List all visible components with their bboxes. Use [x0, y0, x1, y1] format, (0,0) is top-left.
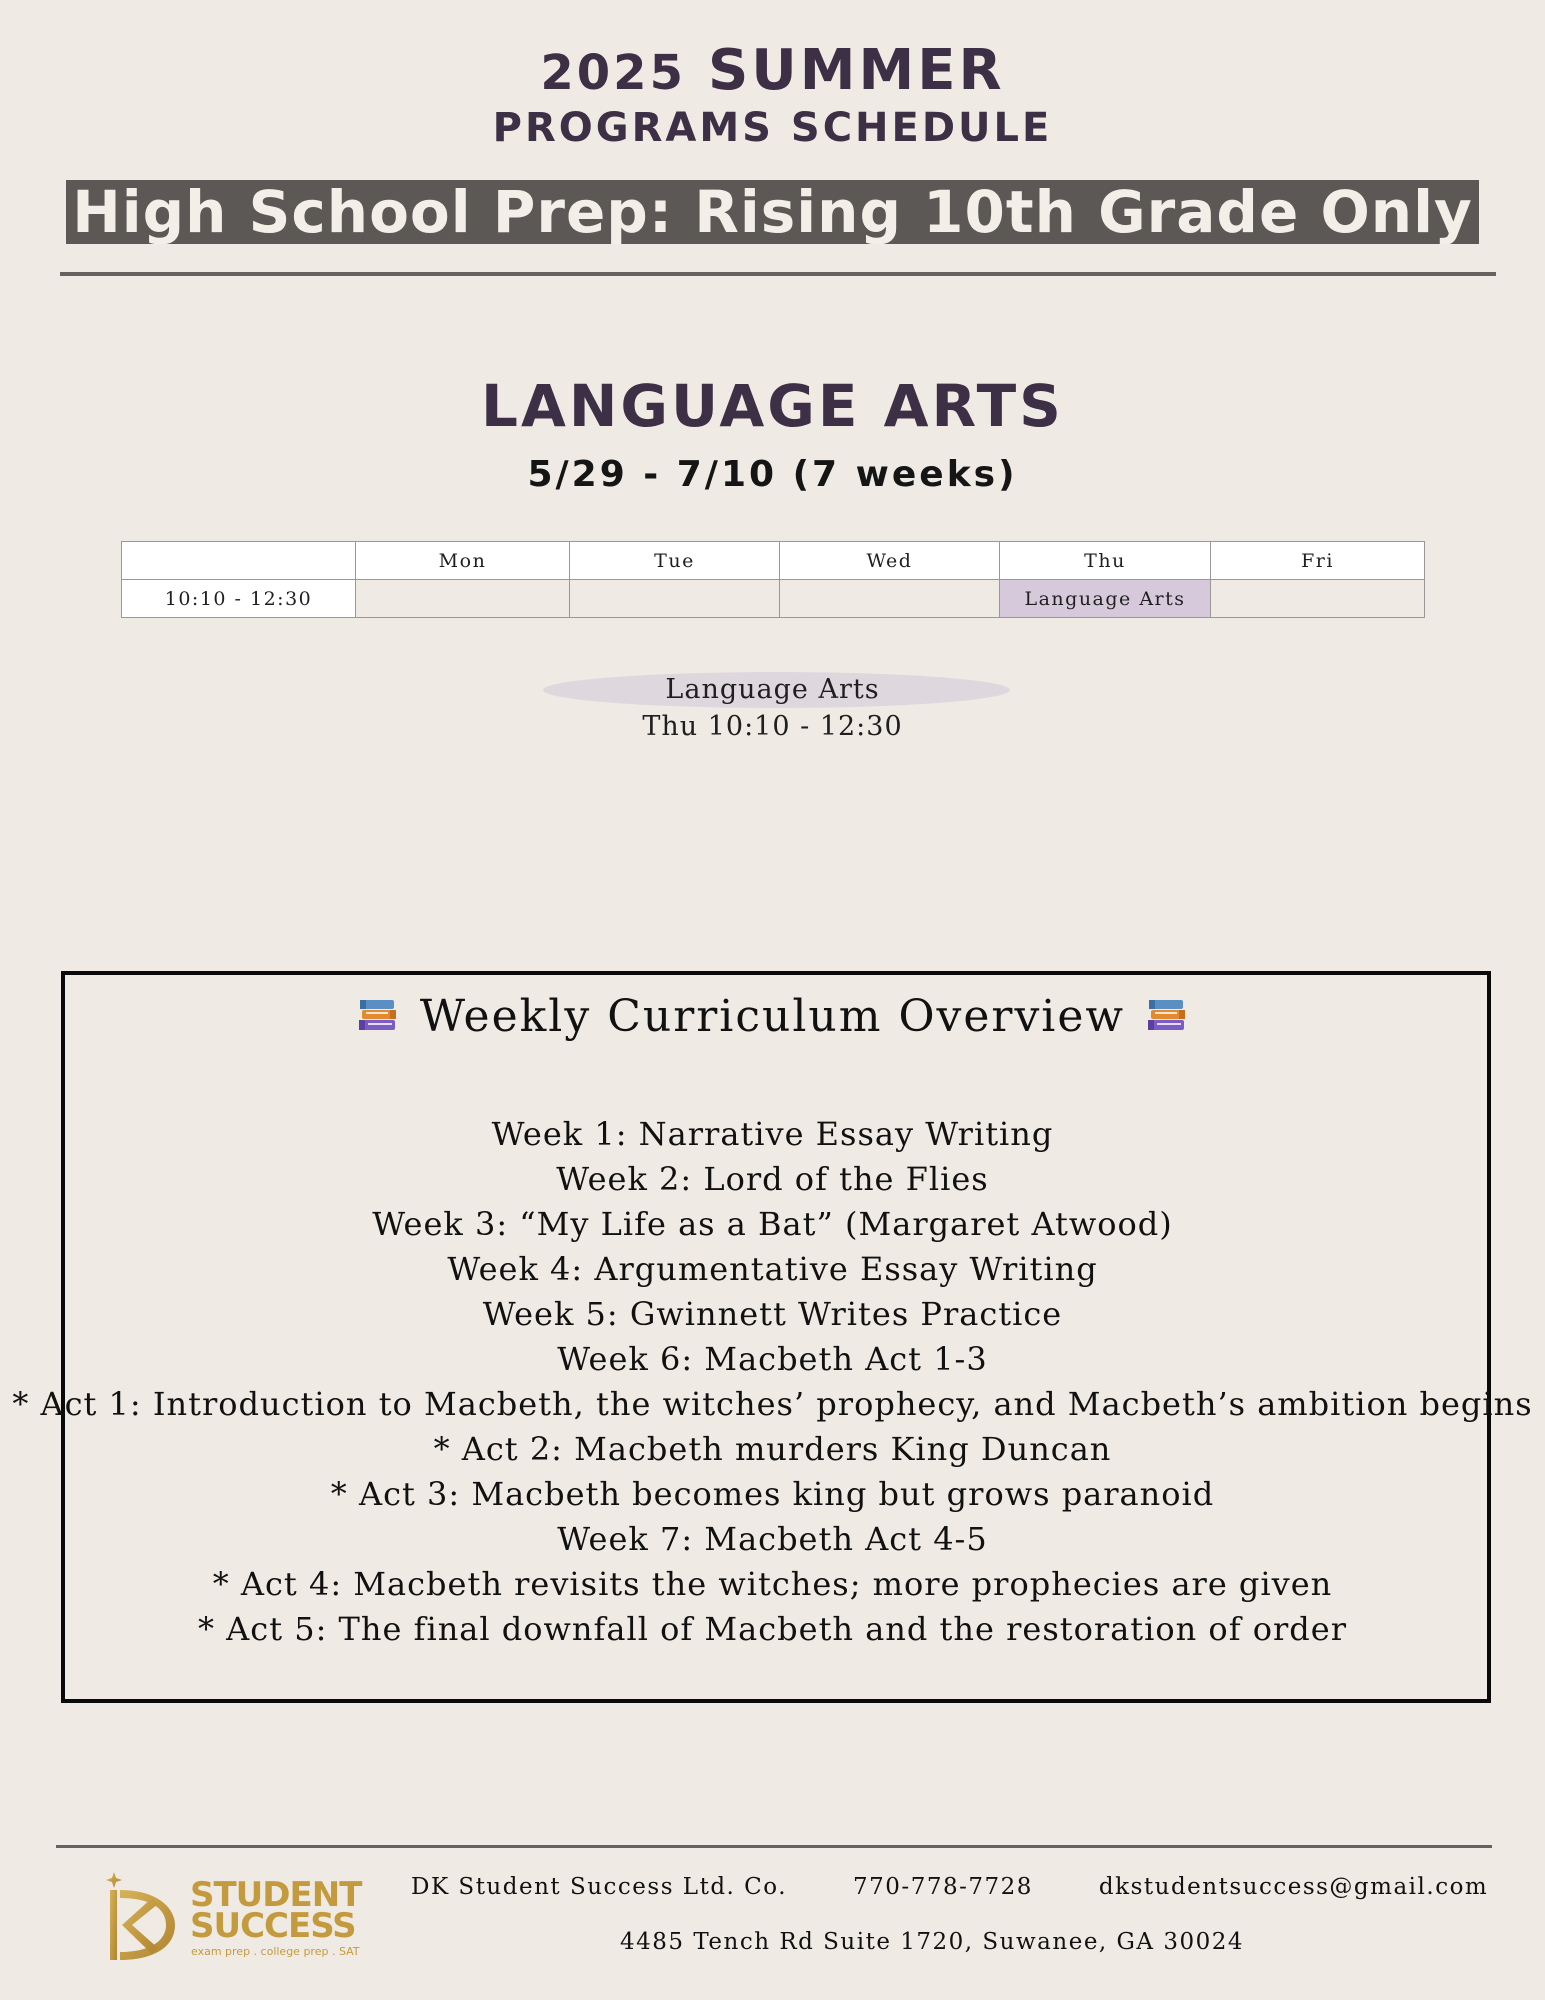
- email-address: dkstudentsuccess@gmail.com: [1098, 1874, 1489, 1900]
- curriculum-line: Week 5: Gwinnett Writes Practice: [482, 1295, 1063, 1333]
- class-label: Language Arts: [665, 674, 880, 705]
- street-address: 4485 Tench Rd Suite 1720, Suwanee, GA 30024: [620, 1929, 1245, 1955]
- books-icon: [1145, 995, 1189, 1039]
- curriculum-title: Weekly Curriculum Overview: [419, 991, 1126, 1042]
- curriculum-list: [0, 1112, 1545, 1652]
- schedule-cell: [780, 580, 1000, 618]
- curriculum-line: Week 7: Macbeth Act 4-5: [557, 1520, 988, 1558]
- curriculum-line: * Act 1: Introduction to Macbeth, the witches’ prophecy, and Macbeth’s ambition begins: [12, 1385, 1533, 1423]
- logo-tagline: exam prep . college prep . SAT: [191, 1945, 360, 1958]
- books-icon: [356, 995, 400, 1039]
- schedule-table: [121, 541, 1425, 618]
- curriculum-line: Week 6: Macbeth Act 1-3: [557, 1340, 988, 1378]
- schedule-cell: [570, 580, 780, 618]
- curriculum-line: * Act 2: Macbeth murders King Duncan: [433, 1430, 1112, 1468]
- footer-contact: [411, 1874, 1488, 1900]
- curriculum-line: Week 3: “My Life as a Bat” (Margaret Atwood): [372, 1205, 1173, 1243]
- time-slot: 10:10 - 12:30: [122, 580, 356, 618]
- curriculum-line: * Act 5: The final downfall of Macbeth and the restoration of order: [198, 1610, 1347, 1648]
- day-header: Wed: [780, 542, 1000, 580]
- header-subtitle: PROGRAMS SCHEDULE: [492, 105, 1053, 151]
- phone-number: 770-778-7728: [853, 1874, 1033, 1900]
- schedule-corner-cell: [122, 542, 356, 580]
- class-time: Thu 10:10 - 12:30: [642, 711, 903, 742]
- header-year: 2025: [540, 45, 686, 101]
- company-name: DK Student Success Ltd. Co.: [411, 1874, 788, 1900]
- curriculum-line: * Act 4: Macbeth revisits the witches; more prophecies are given: [212, 1565, 1333, 1603]
- schedule-cell: [1211, 580, 1425, 618]
- day-header: Fri: [1211, 542, 1425, 580]
- schedule-cell: [356, 580, 570, 618]
- curriculum-heading: [0, 991, 1545, 1042]
- header-title-line: [0, 38, 1545, 103]
- course-dates: 5/29 - 7/10 (7 weeks): [527, 454, 1018, 495]
- day-header: Tue: [570, 542, 780, 580]
- logo-word-student: STUDENT: [190, 1875, 362, 1915]
- top-divider: [60, 272, 1496, 276]
- schedule-cell-class: Language Arts: [1000, 580, 1211, 618]
- day-header: Mon: [356, 542, 570, 580]
- banner-wrapper: [0, 180, 1545, 244]
- curriculum-line: Week 1: Narrative Essay Writing: [491, 1115, 1054, 1153]
- curriculum-line: Week 4: Argumentative Essay Writing: [447, 1250, 1098, 1288]
- curriculum-line: * Act 3: Macbeth becomes king but grows paranoid: [330, 1475, 1215, 1513]
- course-title: LANGUAGE ARTS: [481, 372, 1064, 440]
- schedule-header-row: [122, 542, 1425, 580]
- grade-banner: High School Prep: Rising 10th Grade Only: [66, 180, 1479, 244]
- curriculum-line: Week 2: Lord of the Flies: [556, 1160, 989, 1198]
- footer-divider: [56, 1845, 1492, 1848]
- schedule-row: [122, 580, 1425, 618]
- day-header: Thu: [1000, 542, 1211, 580]
- logo-word-success: SUCCESS: [190, 1906, 356, 1946]
- header-season: SUMMER: [707, 38, 1005, 103]
